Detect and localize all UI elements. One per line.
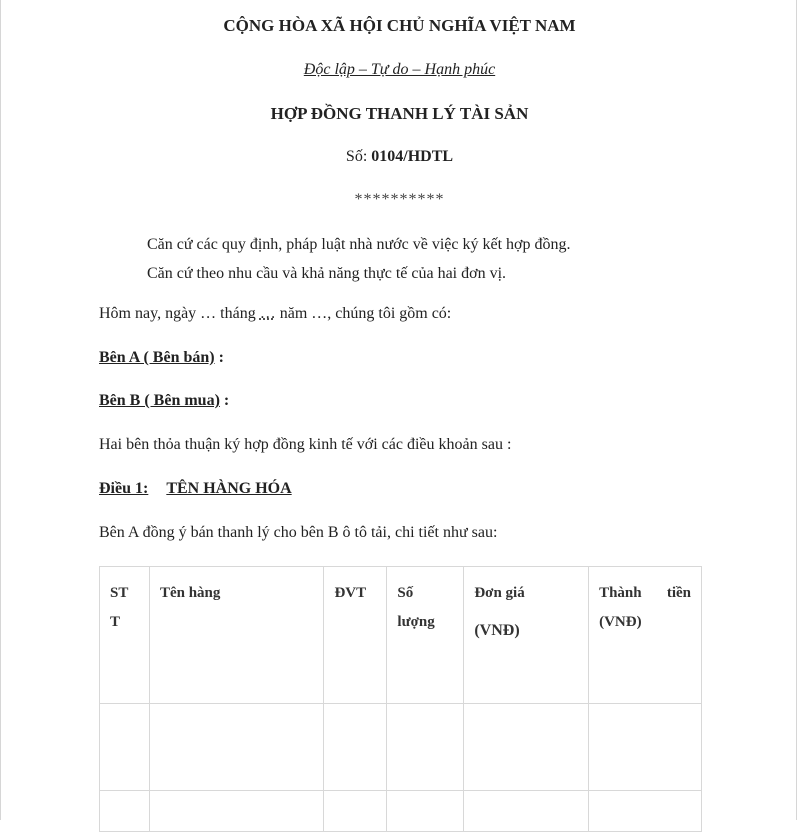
basis-line-2: Căn cứ theo nhu cầu và khả năng thực tế của hai đơn vị. bbox=[147, 265, 507, 282]
contract-number bbox=[1, 148, 797, 166]
table-cell bbox=[589, 791, 702, 832]
goods-table bbox=[99, 566, 702, 832]
table-row bbox=[100, 704, 702, 791]
motto: Độc lập – Tự do – Hạnh phúc bbox=[303, 61, 496, 78]
party-a-label: Bên A ( Bên bán) bbox=[99, 349, 215, 366]
party-b bbox=[99, 392, 229, 410]
today-line bbox=[99, 305, 451, 323]
header-unit: ĐVT bbox=[324, 567, 387, 704]
today-text-1: Hôm nay, ngày … tháng bbox=[99, 305, 260, 322]
agreement-intro: Hai bên thỏa thuận ký hợp đồng kinh tế với các điều khoản sau : bbox=[99, 436, 512, 453]
article-1-text: Bên A đồng ý bán thanh lý cho bên B ô tô tải, chi tiết như sau: bbox=[99, 524, 498, 541]
table-cell bbox=[324, 791, 387, 832]
today-text-2: năm …, chúng tôi gồm có: bbox=[275, 305, 452, 322]
party-a bbox=[99, 349, 224, 367]
contract-number-value: 0104/HDTL bbox=[371, 148, 454, 165]
table-cell bbox=[149, 791, 324, 832]
table-cell bbox=[149, 704, 324, 791]
article-1-heading bbox=[99, 480, 292, 498]
table-cell bbox=[324, 704, 387, 791]
party-b-label: Bên B ( Bên mua) bbox=[99, 392, 220, 409]
table-cell bbox=[464, 704, 589, 791]
today-dots: … bbox=[259, 305, 276, 322]
party-b-colon: : bbox=[219, 392, 230, 409]
header-unit-price: Đơn giá (VNĐ) bbox=[464, 567, 589, 704]
contract-title: HỢP ĐỒNG THANH LÝ TÀI SẢN bbox=[270, 104, 529, 123]
separator-stars: ********** bbox=[354, 191, 445, 208]
header-name: Tên hàng bbox=[149, 567, 324, 704]
table-header-row bbox=[100, 567, 702, 704]
header-stt: ST T bbox=[100, 567, 150, 704]
table-cell bbox=[589, 704, 702, 791]
header-total: Thành tiền (VNĐ) bbox=[589, 567, 702, 704]
article-1-title: TÊN HÀNG HÓA bbox=[166, 480, 292, 497]
nation-heading: CỘNG HÒA XÃ HỘI CHỦ NGHĨA VIỆT NAM bbox=[223, 16, 576, 35]
table-cell bbox=[100, 791, 150, 832]
table-cell bbox=[464, 791, 589, 832]
contract-number-label: Số: bbox=[345, 148, 368, 165]
table-cell bbox=[387, 791, 464, 832]
basis-line-1: Căn cứ các quy định, pháp luật nhà nước về việc ký kết hợp đồng. bbox=[147, 236, 571, 253]
party-a-colon: : bbox=[214, 349, 224, 366]
article-1-number: Điều 1: bbox=[99, 480, 149, 497]
table-cell bbox=[387, 704, 464, 791]
header-quantity: Số lượng bbox=[387, 567, 464, 704]
table-cell bbox=[100, 704, 150, 791]
table-row bbox=[100, 791, 702, 832]
